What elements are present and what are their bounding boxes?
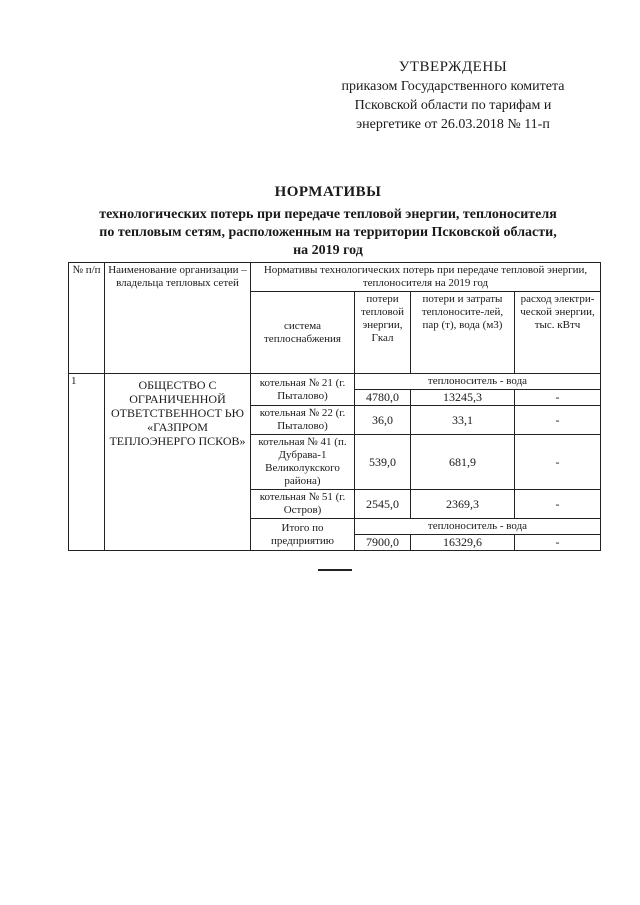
header-carrier-loss: потери и затраты теплоносите-лей, пар (т), вода (м3) (411, 292, 515, 374)
header-heat-loss: потери тепловой энергии, Гкал (355, 292, 411, 374)
carrier-loss-value: 681,9 (411, 435, 515, 490)
electricity-value: - (515, 406, 601, 435)
total-heat-loss: 7900,0 (355, 535, 411, 551)
header-group: Нормативы технологических потерь при передаче тепловой энергии, теплоносителя на 2019 год (251, 263, 601, 292)
header-system: система теплоснабжения (251, 292, 355, 374)
header-org: Наименование организации – владельца тепловых сетей (105, 263, 251, 374)
main-title: НОРМАТИВЫ (274, 184, 382, 200)
system-name: котельная № 51 (г. Остров) (251, 490, 355, 519)
end-of-document-line (318, 569, 352, 571)
header-row (69, 263, 601, 292)
header-electricity: расход электри-ческой энергии, тыс. кВтч (515, 292, 601, 374)
heat-loss-value: 2545,0 (355, 490, 411, 519)
electricity-value: - (515, 390, 601, 406)
table-row (69, 374, 601, 390)
system-name: котельная № 41 (п. Дубрава-1 Великолукского района) (251, 435, 355, 490)
approval-line-2: Псковской области по тарифам и (354, 98, 552, 113)
carrier-label: теплоноситель - вода (355, 374, 601, 390)
total-carrier-loss: 16329,6 (411, 535, 515, 551)
total-label: Итого по предприятию (251, 519, 355, 551)
carrier-loss-value: 13245,3 (411, 390, 515, 406)
subtitle-line-3: на 2019 год (293, 243, 363, 258)
document-title (70, 184, 586, 260)
norms-table (68, 262, 601, 551)
approval-title: УТВЕРЖДЕНЫ (398, 59, 508, 75)
heat-loss-value: 36,0 (355, 406, 411, 435)
electricity-value: - (515, 490, 601, 519)
system-name: котельная № 22 (г. Пыталово) (251, 406, 355, 435)
system-name: котельная № 21 (г. Пыталово) (251, 374, 355, 406)
electricity-value: - (515, 435, 601, 490)
approval-block (318, 58, 588, 134)
row-number: 1 (69, 374, 105, 551)
approval-line-3: энергетике от 26.03.2018 № 11-п (356, 117, 550, 132)
total-electricity: - (515, 535, 601, 551)
total-carrier-label: теплоноситель - вода (355, 519, 601, 535)
subtitle-line-1: технологических потерь при передаче тепловой энергии, теплоносителя (99, 207, 557, 222)
organization-name: ОБЩЕСТВО С ОГРАНИЧЕННОЙ ОТВЕТСТВЕННОСТ ЬЮ «ГАЗПРОМ ТЕПЛОЭНЕРГО ПСКОВ» (105, 374, 251, 551)
carrier-loss-value: 2369,3 (411, 490, 515, 519)
approval-line-1: приказом Государственного комитета (341, 79, 565, 94)
carrier-loss-value: 33,1 (411, 406, 515, 435)
header-num: № п/п (69, 263, 105, 374)
heat-loss-value: 539,0 (355, 435, 411, 490)
subtitle-line-2: по тепловым сетям, расположенным на территории Псковской области, (99, 225, 557, 240)
heat-loss-value: 4780,0 (355, 390, 411, 406)
